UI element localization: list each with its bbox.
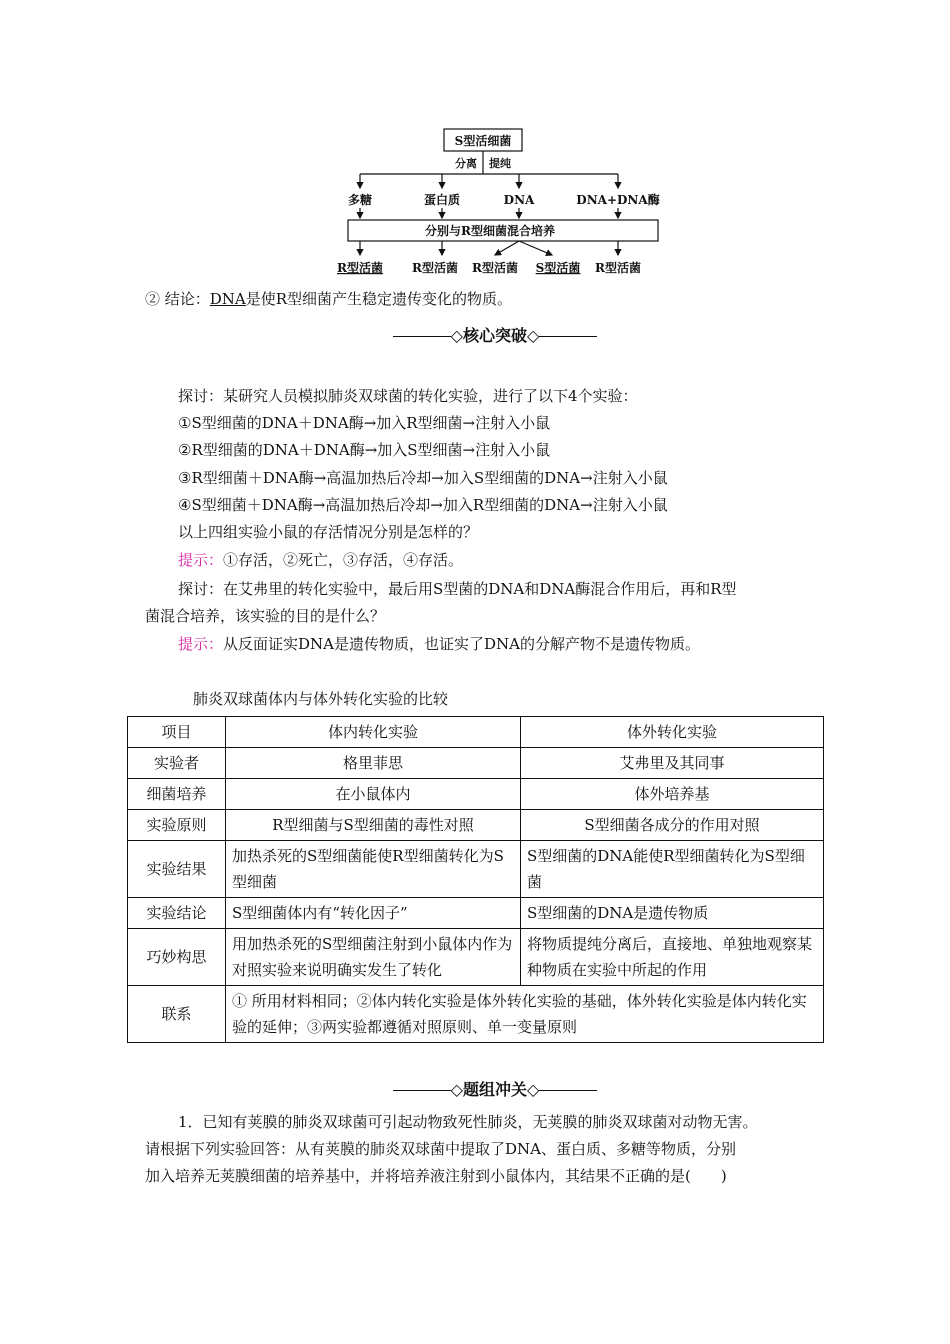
top-box-label: S型活细菌 <box>454 134 512 148</box>
cell-in-vitro: S型细菌的DNA是遗传物质 <box>521 898 824 929</box>
conclusion-underlined: DNA <box>209 290 246 308</box>
table-row-link <box>128 986 824 1043</box>
row-label: 巧妙构思 <box>128 929 226 986</box>
discussion2-line: 探讨：在艾弗里的转化实验中，最后用S型菌的DNA和DNA酶混合作用后，再和R型 <box>178 580 737 598</box>
cell-in-vivo: 用加热杀死的S型细菌注射到小鼠体内作为对照实验来说明确实发生了转化 <box>226 929 521 986</box>
result-4: R型活菌 <box>595 261 641 275</box>
row-label: 实验结论 <box>128 898 226 929</box>
table-row <box>128 779 824 810</box>
discussion1-question: 以上四组实验小鼠的存活情况分别是怎样的？ <box>178 523 479 541</box>
cell-in-vivo: R型细菌与S型细菌的毒性对照 <box>226 810 521 841</box>
table-row <box>128 898 824 929</box>
cell-in-vivo: 加热杀死的S型细菌能使R型细菌转化为S型细菌 <box>226 841 521 898</box>
cell-in-vitro: S型细菌的DNA能使R型细菌转化为S型细菌 <box>521 841 824 898</box>
conclusion-prefix: ② 结论： <box>145 290 210 308</box>
cell-in-vitro: S型细菌各成分的作用对照 <box>521 810 824 841</box>
table-row <box>128 929 824 986</box>
hint-text: ①存活，②死亡，③存活，④存活。 <box>223 551 464 569</box>
table-caption: 肺炎双球菌体内与体外转化实验的比较 <box>193 690 449 708</box>
comparison-table <box>127 716 824 1043</box>
result-1: R型活菌 <box>412 261 458 275</box>
divider <box>539 1090 597 1091</box>
component-0: 多糖 <box>347 193 373 207</box>
header-cell: 项目 <box>128 717 226 748</box>
component-3: DNA+DNA酶 <box>576 193 660 207</box>
discussion1-hint <box>178 550 463 570</box>
table-header-row <box>128 717 824 748</box>
discussion2-hint <box>178 634 700 654</box>
table-row <box>128 841 824 898</box>
discussion1-item: ③R型细菌＋DNA酶→高温加热后冷却→加入S型细菌的DNA→注射入小鼠 <box>178 469 668 487</box>
row-label: 实验原则 <box>128 810 226 841</box>
cell-in-vivo: S型细菌体内有“转化因子” <box>226 898 521 929</box>
header-cell: 体外转化实验 <box>521 717 824 748</box>
table-row <box>128 810 824 841</box>
divider <box>539 336 597 337</box>
cell-in-vitro: 将物质提纯分离后，直接地、单独地观察某种物质在实验中所起的作用 <box>521 929 824 986</box>
question1-line: 请根据下列实验回答：从有荚膜的肺炎双球菌中提取了DNA、蛋白质、多糖等物质，分别 <box>145 1140 736 1158</box>
experiment-flow-diagram <box>330 122 670 282</box>
hint-label: 提示： <box>178 551 224 569</box>
discussion1-item: ②R型细菌的DNA＋DNA酶→加入S型细菌→注射入小鼠 <box>178 441 551 459</box>
culture-box-label: 分别与R型细菌混合培养 <box>425 224 555 238</box>
component-2: DNA <box>503 193 535 207</box>
cell-in-vivo: 在小鼠体内 <box>226 779 521 810</box>
section-heading-exercises: ◇题组冲关◇ <box>365 1077 625 1100</box>
conclusion <box>145 289 512 309</box>
cell-in-vivo: 格里菲思 <box>226 748 521 779</box>
cell-in-vitro: 体外培养基 <box>521 779 824 810</box>
section2-title: 题组冲关 <box>462 1080 527 1099</box>
row-label: 实验结果 <box>128 841 226 898</box>
section1-title: 核心突破 <box>462 326 527 345</box>
conclusion-rest: 是使R型细菌产生稳定遗传变化的物质。 <box>245 290 513 308</box>
question1-line: 1．已知有荚膜的肺炎双球菌可引起动物致死性肺炎，无荚膜的肺炎双球菌对动物无害。 <box>178 1113 758 1131</box>
divider <box>393 336 451 337</box>
discussion1-item: ④S型细菌＋DNA酶→高温加热后冷却→加入R型细菌的DNA→注射入小鼠 <box>178 496 668 514</box>
component-1: 蛋白质 <box>423 193 461 207</box>
header-cell: 体内转化实验 <box>226 717 521 748</box>
link-cell: ① 所用材料相同；②体内转化实验是体外转化实验的基础，体外转化实验是体内转化实验的延伸；③两实验都遵循对照原则、单一变量原则 <box>226 986 824 1043</box>
divider <box>393 1090 451 1091</box>
hint-label: 提示： <box>178 635 224 653</box>
discussion1-item: ①S型细菌的DNA＋DNA酶→加入R型细菌→注射入小鼠 <box>178 414 551 432</box>
hint-text: 从反面证实DNA是遗传物质，也证实了DNA的分解产物不是遗传物质。 <box>223 635 700 653</box>
row-label: 细菌培养 <box>128 779 226 810</box>
row-label: 联系 <box>128 986 226 1043</box>
table-row <box>128 748 824 779</box>
result-3: S型活菌 <box>535 261 581 275</box>
question1-line: 加入培养无荚膜细菌的培养基中，并将培养液注射到小鼠体内，其结果不正确的是( ) <box>145 1167 727 1185</box>
discussion2-line: 菌混合培养，该实验的目的是什么？ <box>145 607 386 625</box>
process-label-left: 分离 <box>455 157 477 170</box>
section-heading-core: ◇核心突破◇ <box>365 323 625 346</box>
discussion1-intro: 探讨：某研究人员模拟肺炎双球菌的转化实验，进行了以下4个实验： <box>178 387 638 405</box>
result-0: R型活菌 <box>337 261 383 275</box>
cell-in-vitro: 艾弗里及其同事 <box>521 748 824 779</box>
result-2: R型活菌 <box>472 261 518 275</box>
row-label: 实验者 <box>128 748 226 779</box>
process-label-right: 提纯 <box>489 157 511 170</box>
